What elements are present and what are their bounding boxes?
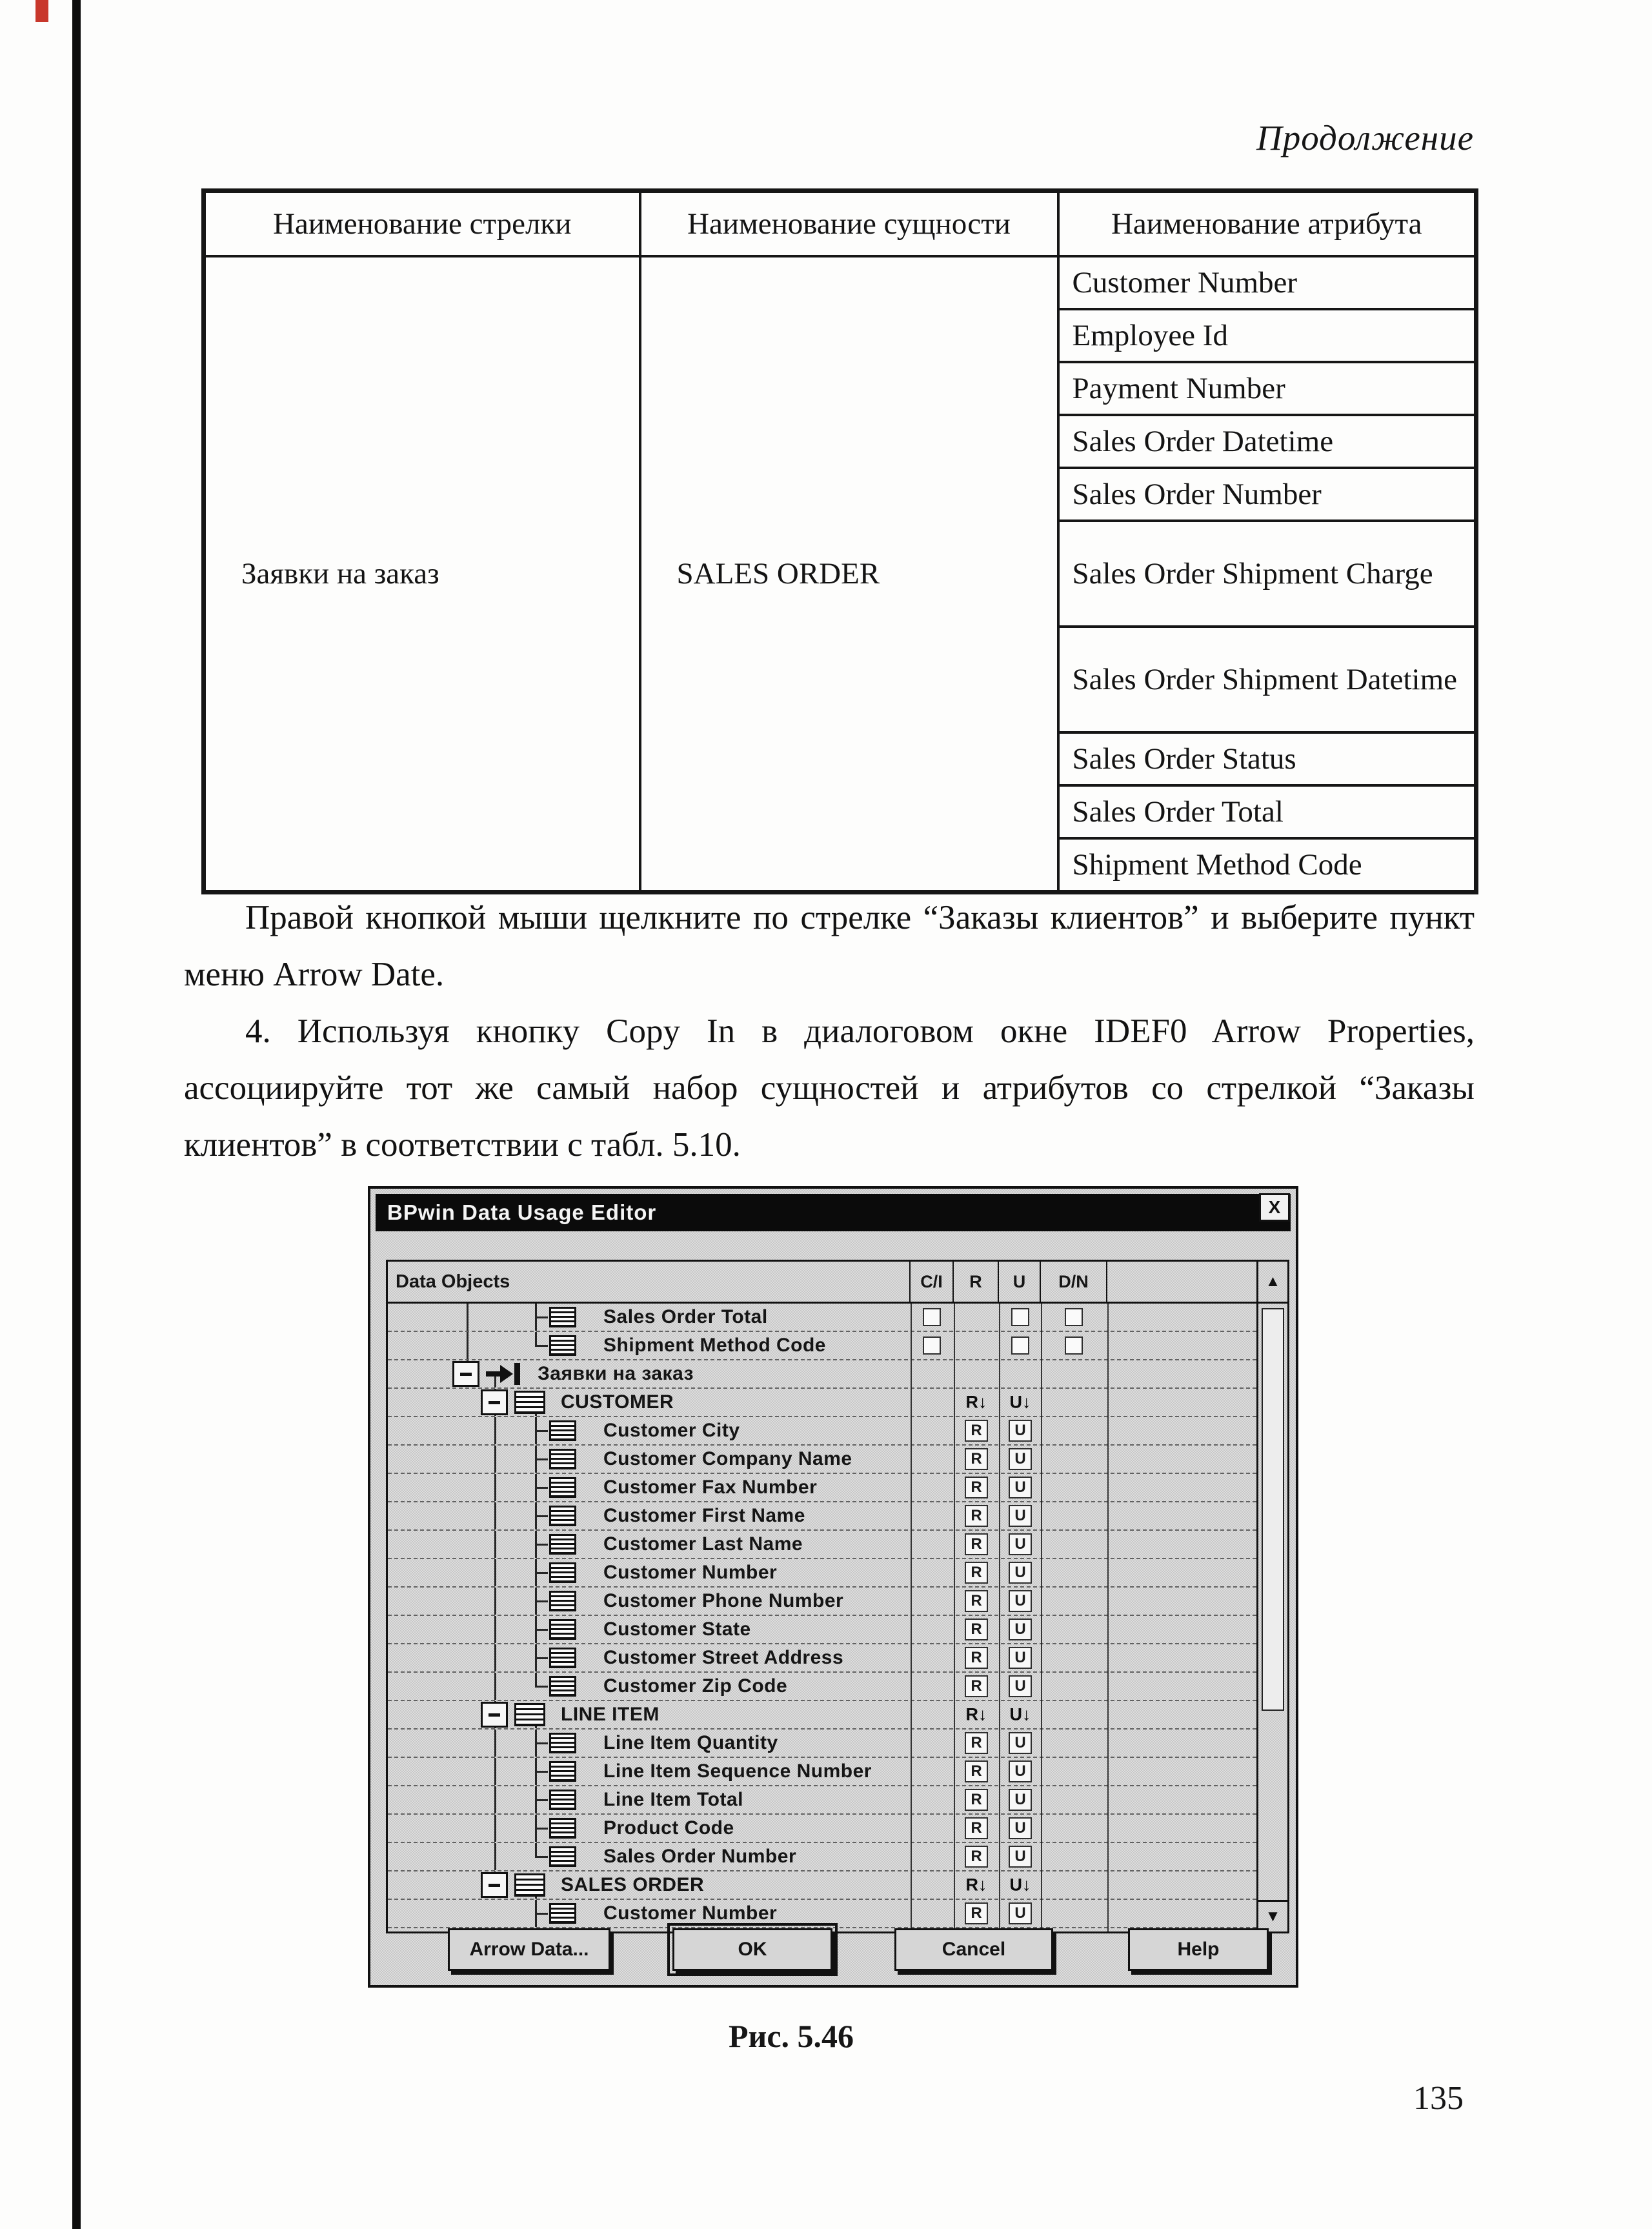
- tree-connector-line: [494, 1673, 496, 1700]
- tree-connector-stub: [535, 1771, 548, 1773]
- attribute-icon: [549, 1335, 576, 1356]
- read-usage-marker[interactable]: R↓: [965, 1875, 987, 1895]
- attribute-icon: [549, 1619, 576, 1640]
- usage-checkbox[interactable]: [1065, 1336, 1083, 1355]
- data-object-row[interactable]: [388, 1644, 1256, 1673]
- read-usage-marker[interactable]: R: [965, 1789, 988, 1811]
- usage-checkbox[interactable]: [1065, 1308, 1083, 1326]
- scan-artifact-red-mark: [35, 0, 48, 22]
- read-usage-marker[interactable]: R: [965, 1846, 988, 1868]
- read-usage-marker[interactable]: R↓: [965, 1392, 987, 1412]
- entity-name-cell: SALES ORDER: [640, 256, 1058, 893]
- attribute-icon: [549, 1562, 576, 1583]
- data-object-row[interactable]: [388, 1588, 1256, 1616]
- update-usage-marker[interactable]: U: [1009, 1420, 1032, 1442]
- read-usage-marker[interactable]: R: [965, 1760, 988, 1782]
- close-button[interactable]: [1259, 1193, 1290, 1222]
- attribute-cell: Sales Order Total: [1058, 785, 1476, 838]
- data-object-label: Customer City: [603, 1420, 740, 1441]
- data-object-label: Customer First Name: [603, 1505, 805, 1526]
- dialog-title: BPwin Data Usage Editor: [387, 1200, 657, 1224]
- scrollbar-thumb[interactable]: [1262, 1308, 1284, 1711]
- tree-connector-line: [494, 1531, 496, 1558]
- read-usage-marker[interactable]: R: [965, 1675, 988, 1697]
- data-object-row[interactable]: [388, 1559, 1256, 1588]
- update-usage-marker[interactable]: U: [1009, 1817, 1032, 1839]
- tree-connector-stub: [535, 1487, 548, 1489]
- cancel-button[interactable]: Cancel: [894, 1928, 1053, 1971]
- data-object-label: Line Item Quantity: [603, 1732, 778, 1753]
- tree-connector-stub: [535, 1430, 548, 1432]
- tree-connector-line: [494, 1446, 496, 1473]
- attribute-cell: Sales Order Status: [1058, 732, 1476, 785]
- expand-toggle-icon[interactable]: [452, 1361, 479, 1387]
- update-usage-marker[interactable]: U: [1009, 1760, 1032, 1782]
- vertical-scrollbar[interactable]: [1256, 1262, 1287, 1931]
- attribute-cell: Employee Id: [1058, 309, 1476, 362]
- data-object-row[interactable]: [388, 1417, 1256, 1446]
- tree-connector-line: [535, 1332, 537, 1346]
- attribute-icon: [549, 1420, 576, 1441]
- paragraph: 4. Используя кнопку Copy In в диалоговом окне IDEF0 Arrow Properties, ассоциируйте тот же самый набор сущностей и атрибутов со стрелкой “Заказы клиентов” в соответствии с табл. 5.10.: [184, 1013, 1475, 1164]
- data-object-label: Customer Company Name: [603, 1448, 852, 1469]
- data-object-row[interactable]: [388, 1360, 1256, 1389]
- tree-connector-line: [494, 1730, 496, 1757]
- column-header-dn[interactable]: D/N: [1041, 1262, 1107, 1302]
- data-object-label: Customer Number: [603, 1562, 778, 1583]
- attribute-icon: [549, 1790, 576, 1810]
- continuation-label: Продолжение: [1256, 118, 1474, 157]
- tree-connector-stub: [535, 1799, 548, 1801]
- attribute-cell: Payment Number: [1058, 362, 1476, 415]
- scroll-down-icon[interactable]: ▼: [1258, 1900, 1287, 1931]
- data-object-row[interactable]: [388, 1758, 1256, 1786]
- tree-connector-stub: [535, 1657, 548, 1659]
- data-object-row[interactable]: [388, 1531, 1256, 1559]
- read-usage-marker[interactable]: R: [965, 1817, 988, 1839]
- tree-connector-line: [467, 1332, 468, 1359]
- attribute-cell: Customer Number: [1058, 256, 1476, 309]
- data-object-row[interactable]: [388, 1332, 1256, 1360]
- arrow-icon: [486, 1363, 520, 1385]
- tree-connector-line: [494, 1474, 496, 1501]
- usage-checkbox[interactable]: [923, 1308, 941, 1326]
- attribute-icon: [549, 1449, 576, 1469]
- attribute-icon: [549, 1903, 576, 1924]
- expand-toggle-icon[interactable]: [481, 1389, 508, 1415]
- data-object-label: Sales Order Number: [603, 1846, 797, 1867]
- read-usage-marker[interactable]: R: [965, 1505, 988, 1527]
- update-usage-marker[interactable]: U↓: [1009, 1704, 1031, 1724]
- read-usage-marker[interactable]: R: [965, 1732, 988, 1754]
- attribute-icon: [549, 1591, 576, 1611]
- data-object-row[interactable]: [388, 1815, 1256, 1843]
- data-object-label: Line Item Total: [603, 1789, 743, 1810]
- data-object-row[interactable]: [388, 1474, 1256, 1502]
- data-object-label: Customer State: [603, 1619, 751, 1640]
- update-usage-marker[interactable]: U: [1009, 1448, 1032, 1470]
- data-object-label: Line Item Sequence Number: [603, 1760, 872, 1782]
- data-object-row[interactable]: [388, 1389, 1256, 1417]
- attribute-icon: [549, 1534, 576, 1555]
- column-header-data-objects[interactable]: Data Objects: [388, 1262, 911, 1302]
- tree-connector-stub: [535, 1629, 548, 1631]
- tree-connector-line: [494, 1417, 496, 1444]
- close-icon: X: [1268, 1197, 1281, 1217]
- arrow-name-cell: Заявки на заказ: [204, 256, 640, 893]
- data-object-label: Customer Street Address: [603, 1647, 844, 1668]
- attribute-cell: Sales Order Datetime: [1058, 415, 1476, 468]
- entity-icon: [514, 1703, 545, 1726]
- expand-toggle-icon[interactable]: [481, 1702, 508, 1728]
- data-object-row[interactable]: [388, 1786, 1256, 1815]
- data-objects-rows: [388, 1304, 1256, 1931]
- data-object-row[interactable]: [388, 1701, 1256, 1730]
- tree-connector-line: [494, 1588, 496, 1615]
- data-object-label: Заявки на заказ: [538, 1363, 694, 1384]
- tree-connector-stub: [535, 1856, 548, 1858]
- read-usage-marker[interactable]: R: [965, 1448, 988, 1470]
- update-usage-marker[interactable]: U: [1009, 1902, 1032, 1924]
- read-usage-marker[interactable]: R: [965, 1647, 988, 1669]
- update-usage-marker[interactable]: U↓: [1009, 1875, 1031, 1895]
- tree-connector-stub: [535, 1515, 548, 1517]
- tree-connector-stub: [535, 1345, 548, 1347]
- tree-connector-line: [494, 1559, 496, 1586]
- dialog-titlebar[interactable]: [376, 1194, 1291, 1231]
- data-object-row[interactable]: [388, 1730, 1256, 1758]
- update-usage-marker[interactable]: U: [1009, 1562, 1032, 1584]
- data-object-row[interactable]: [388, 1673, 1256, 1701]
- list-header: [388, 1262, 1256, 1304]
- attribute-icon: [549, 1307, 576, 1327]
- help-button[interactable]: Help: [1128, 1928, 1269, 1971]
- attribute-icon: [549, 1477, 576, 1498]
- tree-connector-stub: [535, 1600, 548, 1602]
- arrow-data-button[interactable]: Arrow Data...: [448, 1928, 610, 1971]
- scroll-up-icon[interactable]: ▲: [1258, 1262, 1287, 1304]
- data-object-label: Customer Number: [603, 1902, 778, 1924]
- read-usage-marker[interactable]: R: [965, 1477, 988, 1498]
- data-object-row[interactable]: [388, 1871, 1256, 1900]
- read-usage-marker[interactable]: R↓: [965, 1704, 987, 1724]
- read-usage-marker[interactable]: R: [965, 1590, 988, 1612]
- data-object-row[interactable]: [388, 1446, 1256, 1474]
- tree-connector-stub: [535, 1572, 548, 1574]
- book-table-body: [204, 256, 1476, 893]
- attribute-icon: [549, 1846, 576, 1867]
- column-header-ci[interactable]: C/I: [911, 1262, 954, 1302]
- tree-connector-stub: [535, 1828, 548, 1830]
- bpwin-data-usage-editor-dialog: [368, 1186, 1298, 1988]
- read-usage-marker[interactable]: R: [965, 1902, 988, 1924]
- data-objects-list: [386, 1260, 1289, 1933]
- page-number: 135: [1413, 2080, 1464, 2117]
- attribute-icon: [549, 1818, 576, 1839]
- data-object-label: Customer Phone Number: [603, 1590, 844, 1611]
- attribute-cell: Sales Order Number: [1058, 468, 1476, 521]
- body-text: [184, 889, 1475, 1173]
- tree-connector-stub: [535, 1742, 548, 1744]
- update-usage-marker[interactable]: U: [1009, 1590, 1032, 1612]
- usage-checkbox[interactable]: [923, 1336, 941, 1355]
- scan-edge-line: [72, 0, 81, 2229]
- column-header-blank: [1107, 1262, 1256, 1302]
- attribute-cell: Shipment Method Code: [1058, 838, 1476, 893]
- update-usage-marker[interactable]: U: [1009, 1533, 1032, 1555]
- data-object-label: Customer Fax Number: [603, 1477, 818, 1498]
- data-object-label: Customer Last Name: [603, 1533, 803, 1555]
- entity-icon: [514, 1391, 545, 1414]
- update-usage-marker[interactable]: U: [1009, 1846, 1032, 1868]
- attribute-cell: Sales Order Shipment Charge: [1058, 521, 1476, 627]
- update-usage-marker[interactable]: U↓: [1009, 1392, 1031, 1412]
- update-usage-marker[interactable]: U: [1009, 1619, 1032, 1640]
- data-object-row[interactable]: [388, 1616, 1256, 1644]
- data-object-row[interactable]: [388, 1502, 1256, 1531]
- data-object-label: Sales Order Total: [603, 1306, 768, 1327]
- data-object-row[interactable]: [388, 1304, 1256, 1332]
- expand-toggle-icon[interactable]: [481, 1872, 508, 1898]
- tree-connector-line: [494, 1758, 496, 1785]
- tree-connector-line: [494, 1644, 496, 1671]
- update-usage-marker[interactable]: U: [1009, 1675, 1032, 1697]
- tree-connector-line: [535, 1673, 537, 1686]
- paragraph: Правой кнопкой мыши щелкните по стрелке “Заказы клиентов” и выберите пункт меню Arrow Date.: [184, 899, 1475, 993]
- read-usage-marker[interactable]: R: [965, 1420, 988, 1442]
- column-header-u[interactable]: U: [999, 1262, 1041, 1302]
- column-header-r[interactable]: R: [954, 1262, 999, 1302]
- data-object-label: Customer Zip Code: [603, 1675, 788, 1697]
- attribute-icon: [549, 1676, 576, 1697]
- attribute-icon: [549, 1761, 576, 1782]
- tree-connector-line: [494, 1815, 496, 1842]
- figure-caption: Рис. 5.46: [728, 2018, 854, 2054]
- read-usage-marker[interactable]: R: [965, 1562, 988, 1584]
- attribute-icon: [549, 1733, 576, 1753]
- tree-connector-stub: [535, 1458, 548, 1460]
- attribute-mapping-table: [201, 188, 1478, 894]
- entity-icon: [514, 1873, 545, 1897]
- tree-connector-line: [535, 1843, 537, 1857]
- attribute-cell: Sales Order Shipment Datetime: [1058, 627, 1476, 732]
- tree-connector-line: [494, 1616, 496, 1643]
- tree-connector-stub: [535, 1686, 548, 1688]
- read-usage-marker[interactable]: R: [965, 1533, 988, 1555]
- tree-connector-line: [494, 1502, 496, 1529]
- usage-checkbox[interactable]: [1011, 1308, 1029, 1326]
- ok-button[interactable]: OK: [672, 1928, 832, 1971]
- data-object-label: Product Code: [603, 1817, 734, 1839]
- table-header-entity: Наименование сущности: [640, 191, 1058, 257]
- update-usage-marker[interactable]: U: [1009, 1505, 1032, 1527]
- data-object-label: LINE ITEM: [561, 1704, 660, 1725]
- update-usage-marker[interactable]: U: [1009, 1477, 1032, 1498]
- tree-connector-line: [467, 1304, 468, 1331]
- table-header-arrow: Наименование стрелки: [204, 191, 640, 257]
- table-header-attribute: Наименование атрибута: [1058, 191, 1476, 257]
- data-object-row[interactable]: [388, 1843, 1256, 1871]
- tree-connector-stub: [535, 1544, 548, 1546]
- data-object-label: SALES ORDER: [561, 1874, 705, 1895]
- update-usage-marker[interactable]: U: [1009, 1647, 1032, 1669]
- update-usage-marker[interactable]: U: [1009, 1732, 1032, 1754]
- data-object-row[interactable]: [388, 1900, 1256, 1928]
- tree-connector-line: [494, 1843, 496, 1870]
- read-usage-marker[interactable]: R: [965, 1619, 988, 1640]
- attribute-icon: [549, 1648, 576, 1668]
- tree-connector-line: [494, 1786, 496, 1813]
- data-object-label: CUSTOMER: [561, 1391, 674, 1413]
- usage-checkbox[interactable]: [1011, 1336, 1029, 1355]
- data-object-label: Shipment Method Code: [603, 1335, 826, 1356]
- tree-connector-stub: [535, 1913, 548, 1915]
- tree-connector-stub: [535, 1316, 548, 1318]
- update-usage-marker[interactable]: U: [1009, 1789, 1032, 1811]
- attribute-icon: [549, 1506, 576, 1526]
